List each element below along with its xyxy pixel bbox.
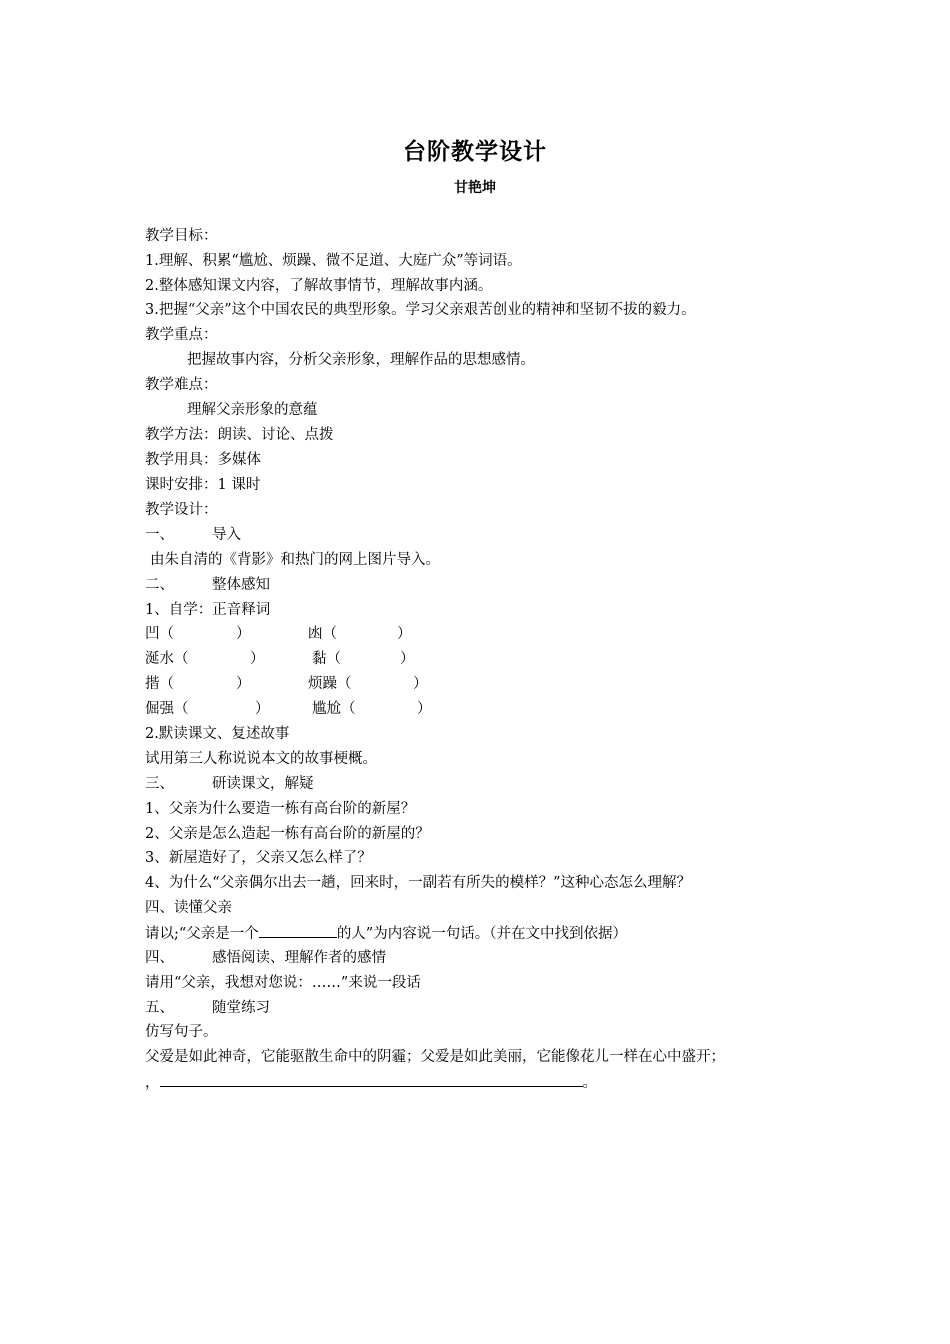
question-4: 4、为什么“父亲偶尔出去一趟，回来时，一副若有所失的模样？”这种心态怎么理解？ — [145, 875, 692, 891]
word-item-close: ） — [236, 626, 251, 642]
word-item-close: ） — [236, 676, 251, 692]
word-item: 凼（ — [308, 626, 337, 642]
section-1-title: 导入 — [212, 527, 241, 543]
section-5-blank-line — [145, 1072, 597, 1093]
word-item: 倔强（ — [145, 701, 189, 717]
word-item: 揩（ — [145, 676, 174, 692]
section-4b-title: 感悟阅读、理解作者的感情 — [212, 950, 386, 966]
goal-1: 1.理解、积累“尴尬、烦躁、微不足道、大庭广众”等词语。 — [145, 253, 522, 269]
word-item: 凹（ — [145, 626, 174, 642]
section-2-sub2-text: 试用第三人称说说本文的故事梗概。 — [145, 751, 377, 767]
word-item: 涎水（ — [145, 651, 189, 667]
section-4b-number: 四、 — [145, 950, 174, 966]
word-item-close: ） — [400, 651, 415, 667]
section-4a-text-post: 的人”为内容说一句话。（并在文中找到依据） — [336, 926, 627, 942]
method-line: 教学方法：朗读、讨论、点拨 — [145, 427, 334, 443]
fill-in-blank — [259, 923, 337, 938]
word-item: 烦躁（ — [308, 676, 352, 692]
key-text: 把握故事内容，分析父亲形象，理解作品的思想感情。 — [187, 352, 535, 368]
section-4a-text — [145, 923, 627, 944]
section-5-number: 五、 — [145, 1000, 174, 1016]
goal-2: 2.整体感知课文内容，了解故事情节，理解故事内涵。 — [145, 278, 493, 294]
document-title: 台阶教学设计 — [403, 139, 547, 165]
goals-heading: 教学目标： — [145, 228, 218, 244]
section-2-title: 整体感知 — [212, 577, 270, 593]
section-5-text: 父爱是如此神奇，它能驱散生命中的阴霾；父爱是如此美丽，它能像花儿一样在心中盛开； — [145, 1049, 725, 1065]
section-2-sub2: 2.默读课文、复述故事 — [145, 726, 290, 742]
section-3-number: 三、 — [145, 776, 174, 792]
tools-line: 教学用具：多媒体 — [145, 452, 261, 468]
section-4a-text-pre: 请以;“父亲是一个 — [145, 926, 259, 942]
goal-3: 3.把握“父亲”这个中国农民的典型形象。学习父亲艰苦创业的精神和坚韧不拔的毅力。 — [145, 302, 696, 318]
word-item-close: ） — [255, 701, 270, 717]
difficulty-text: 理解父亲形象的意蕴 — [187, 402, 318, 418]
word-item-close: ） — [250, 651, 265, 667]
section-4a-title: 四、读懂父亲 — [145, 900, 232, 916]
schedule-line: 课时安排：1 课时 — [145, 477, 261, 493]
section-1-text: 由朱自清的《背影》和热门的网上图片导入。 — [150, 552, 440, 568]
section-5-title: 随堂练习 — [212, 1000, 270, 1016]
word-item-close: ） — [417, 701, 432, 717]
section-2-number: 二、 — [145, 577, 174, 593]
section-3-title: 研读课文，解疑 — [212, 776, 314, 792]
word-item: 黏（ — [312, 651, 341, 667]
section-1-number: 一、 — [145, 527, 174, 543]
word-item-close: ） — [413, 676, 428, 692]
word-item: 尴尬（ — [312, 701, 356, 717]
difficulty-heading: 教学难点： — [145, 377, 218, 393]
design-heading: 教学设计： — [145, 502, 218, 518]
question-1: 1、父亲为什么要造一栋有高台阶的新屋？ — [145, 801, 416, 817]
question-2: 2、父亲是怎么造起一栋有高台阶的新屋的？ — [145, 826, 430, 842]
question-3: 3、新屋造好了，父亲又怎么样了？ — [145, 850, 372, 866]
section-2-sub1: 1、自学：正音释词 — [145, 602, 271, 618]
fill-in-blank — [160, 1072, 583, 1087]
document-author: 甘艳坤 — [454, 180, 496, 196]
key-heading: 教学重点： — [145, 327, 218, 343]
section-4b-text: 请用“父亲，我想对您说：……”来说一段话 — [145, 975, 421, 991]
section-5-sub: 仿写句子。 — [145, 1024, 218, 1040]
word-item-close: ） — [397, 626, 412, 642]
blank-suffix: 。 — [582, 1075, 597, 1091]
blank-prefix: ， — [145, 1075, 160, 1091]
